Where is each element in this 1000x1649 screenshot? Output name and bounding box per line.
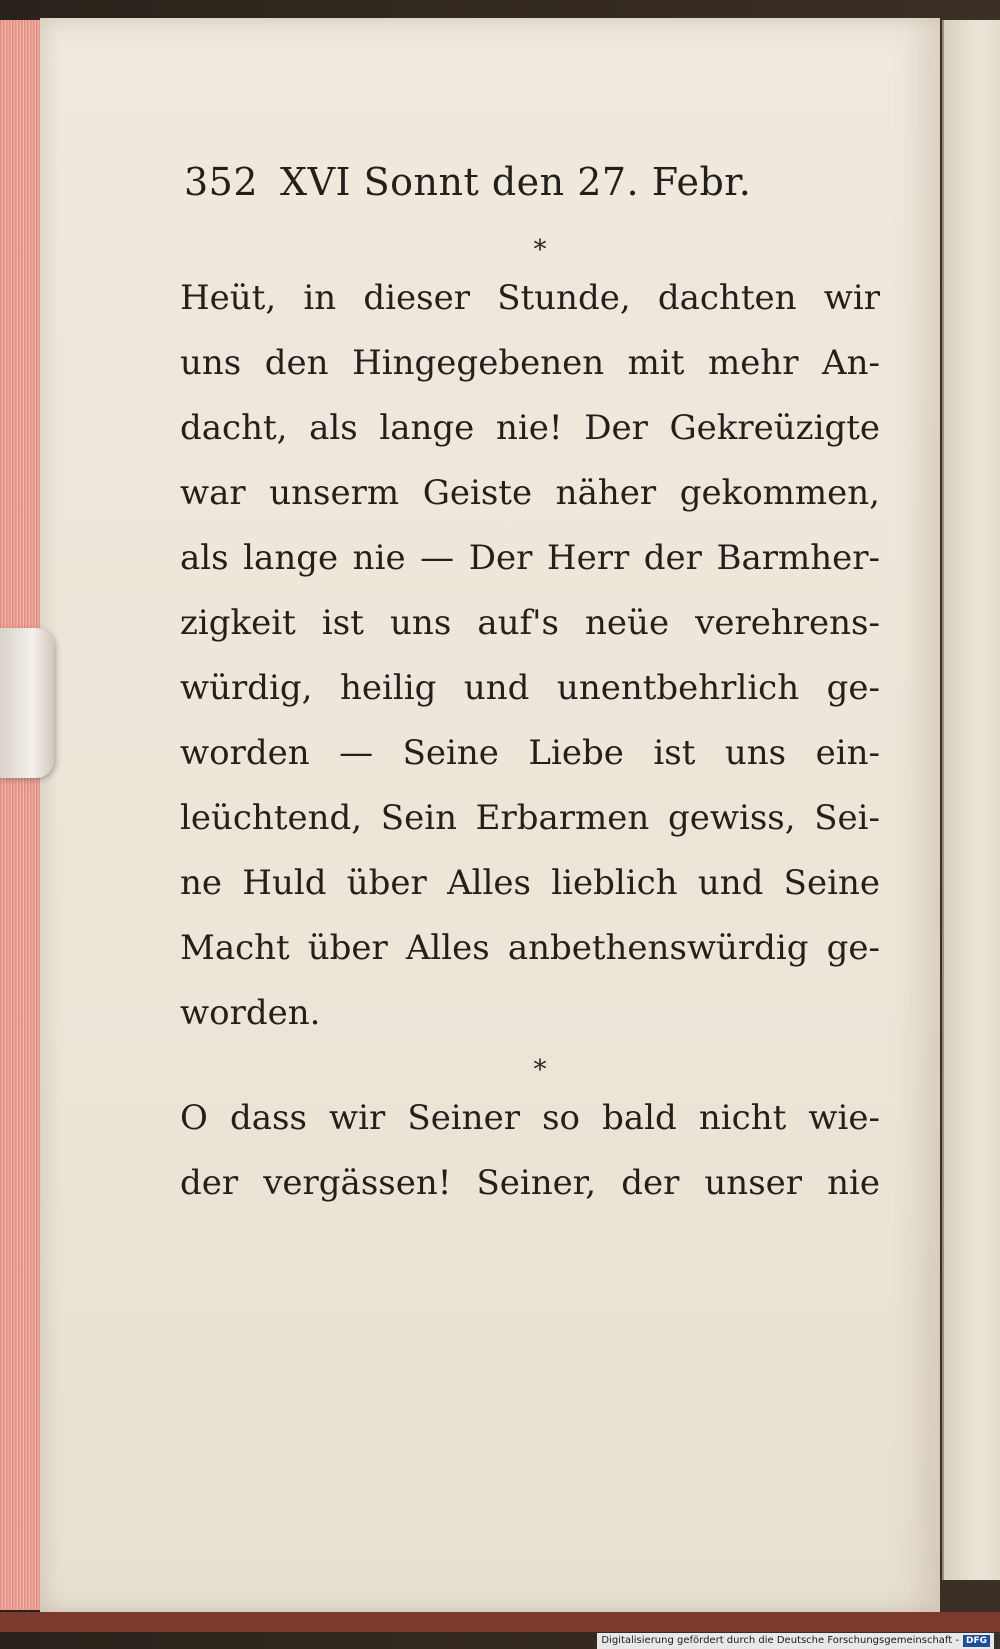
paragraph-1 bbox=[180, 266, 880, 1046]
section-ornament-1: * bbox=[533, 235, 547, 265]
text-line: uns den Hingegebenen mit mehr An- bbox=[180, 343, 880, 383]
page-text bbox=[180, 160, 880, 1216]
dfg-logo-icon: DFG bbox=[963, 1635, 990, 1647]
text-line: als lange nie — Der Herr der Barmher- bbox=[180, 538, 880, 578]
text-line: Macht über Alles anbethenswürdig ge- bbox=[180, 928, 880, 968]
digitization-credit bbox=[597, 1633, 994, 1649]
page-header bbox=[184, 160, 880, 204]
text-line: zigkeit ist uns auf's neüe verehrens- bbox=[180, 603, 880, 643]
text-line: der vergässen! Seiner, der unser nie bbox=[180, 1163, 880, 1203]
section-ornament-2: * bbox=[533, 1055, 547, 1085]
running-head: XVI Sonnt den 27. Febr. bbox=[280, 160, 752, 204]
text-line: ne Huld über Alles lieblich und Seine bbox=[180, 863, 880, 903]
text-line: Heüt, in dieser Stunde, dachten wir bbox=[180, 278, 880, 318]
credit-text: Digitalisierung gefördert durch die Deutsche Forschungsgemeinschaft - bbox=[601, 1635, 959, 1646]
text-line: würdig, heilig und unentbehrlich ge- bbox=[180, 668, 880, 708]
text-line: O dass wir Seiner so bald nicht wie- bbox=[180, 1098, 880, 1138]
text-line: worden. bbox=[180, 993, 321, 1033]
text-line: war unserm Geiste näher gekommen, bbox=[180, 473, 880, 513]
text-line: worden — Seine Liebe ist uns ein- bbox=[180, 733, 880, 773]
paragraph-2 bbox=[180, 1086, 880, 1216]
text-line: dacht, als lange nie! Der Gekreüzigte bbox=[180, 408, 880, 448]
book-bottom-edge bbox=[0, 1612, 1000, 1632]
page-number: 352 bbox=[184, 160, 259, 204]
facing-page bbox=[942, 20, 1000, 1580]
page-marker-tab bbox=[0, 628, 54, 778]
text-line: leüchtend, Sein Erbarmen gewiss, Sei- bbox=[180, 798, 880, 838]
page-edges bbox=[0, 20, 44, 1610]
